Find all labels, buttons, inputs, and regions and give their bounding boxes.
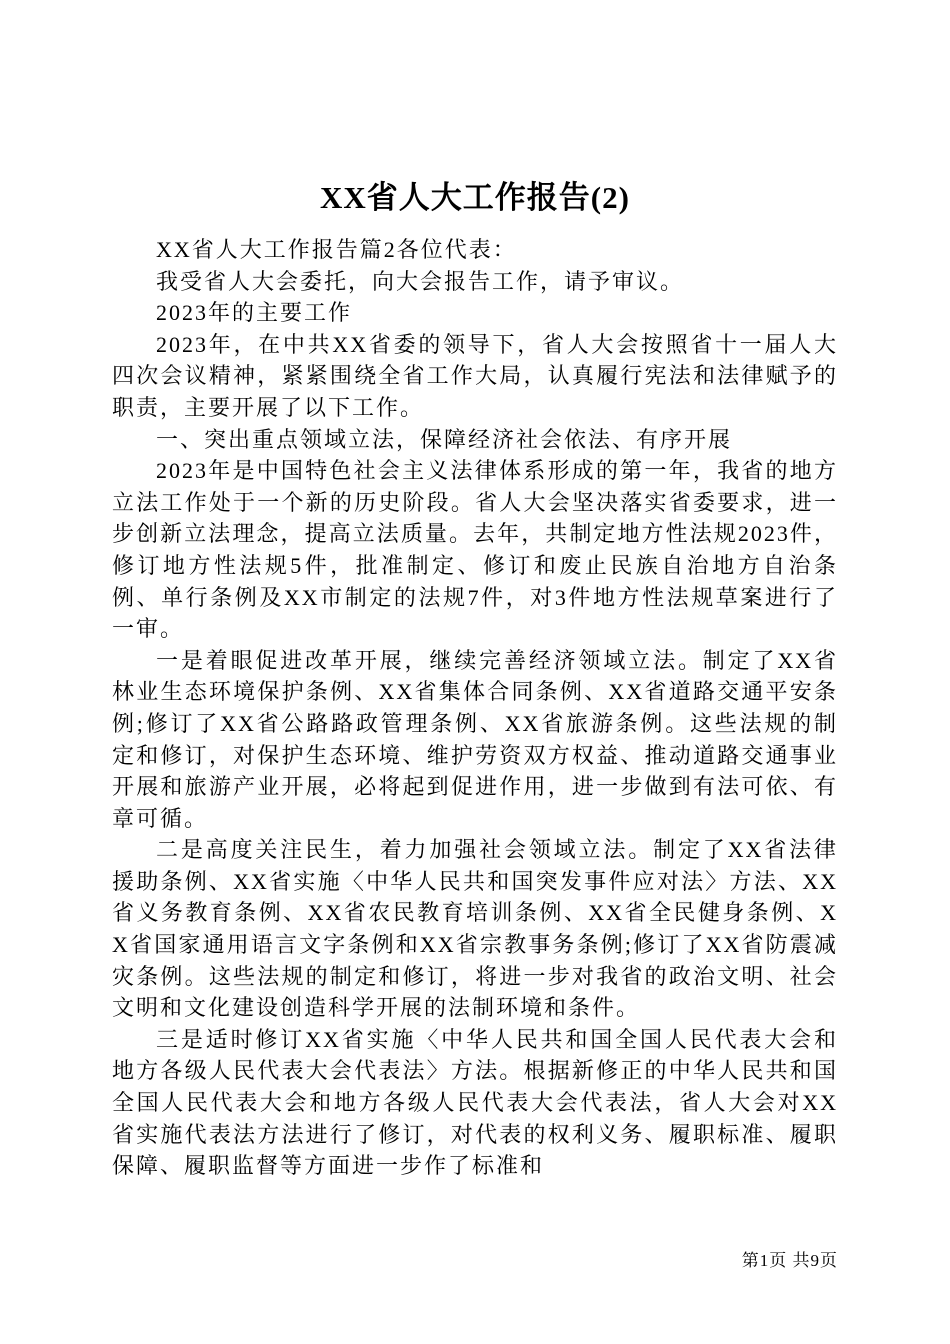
page-footer xyxy=(742,1246,838,1271)
paragraph-point-two: 二是高度关注民生，着力加强社会领域立法。制定了XX省法律援助条例、XX省实施〈中华人民共和国突发事件应对法〉方法、XX省义务教育条例、XX省农民教育培训条例、XX省全民健身条例、XX省国家通用语言文字条例和XX省宗教事务条例;修订了XX省防震减灾条例。这些法规的制定和修订，将进一步对我省的政治文明、社会文明和文化建设创造科学开展的法制环境和条件。 xyxy=(112,837,838,1021)
paragraph-legislation-summary: 2023年是中国特色社会主义法律体系形成的第一年，我省的地方立法工作处于一个新的历史阶段。省人大会坚决落实省委要求，进一步创新立法理念，提高立法质量。去年，共制定地方性法规2023件，修订地方性法规5件，批准制定、修订和废止民族自治地方自治条例、单行条例及XX市制定的法规7件，对3件地方性法规草案进行了一审。 xyxy=(112,458,838,642)
paragraph-heading-one: 一、突出重点领域立法，保障经济社会依法、有序开展 xyxy=(156,426,733,452)
paragraph-intro: 我受省人大会委托，向大会报告工作，请予审议。 xyxy=(156,268,685,294)
paragraph-overview: 2023年，在中共XX省委的领导下，省人大会按照省十一届人大四次会议精神，紧紧围绕全省工作大局，认真履行宪法和法律赋予的职责，主要开展了以下工作。 xyxy=(112,331,838,420)
document-body xyxy=(112,234,838,1182)
paragraph-point-one: 一是着眼促进改革开展，继续完善经济领域立法。制定了XX省林业生态环境保护条例、XX省集体合同条例、XX省道路交通平安条例;修订了XX省公路路政管理条例、XX省旅游条例。这些法规的制定和修订，对保护生态环境、维护劳资双方权益、推动道路交通事业开展和旅游产业开展，必将起到促进作用，进一步做到有法可依、有章可循。 xyxy=(112,647,838,831)
paragraph-salutation: XX省人大工作报告篇2各位代表： xyxy=(156,237,517,262)
paragraph-section-lead: 2023年的主要工作 xyxy=(156,300,353,326)
paragraph-point-three: 三是适时修订XX省实施〈中华人民共和国全国人民代表大会和地方各级人民代表大会代表法〉方法。根据新修正的中华人民共和国全国人民代表大会和地方各级人民代表大会代表法，省人大会对XX省实施代表法方法进行了修订，对代表的权利义务、履职标准、履职保障、履职监督等方面进一步作了标准和 xyxy=(112,1026,838,1179)
document-title: XX省人大工作报告(2) xyxy=(320,180,630,215)
page-number-label: 第1页 共9页 xyxy=(741,1251,838,1270)
